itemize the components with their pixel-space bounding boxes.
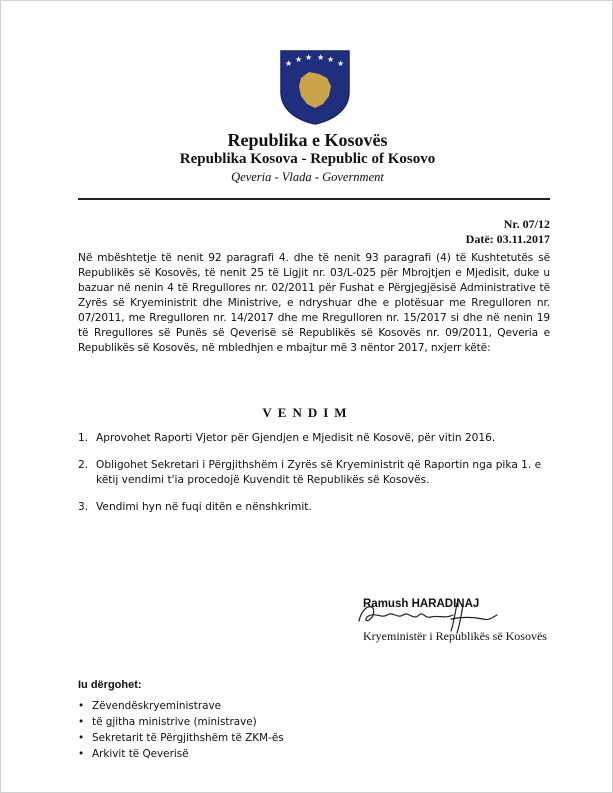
item-number: 3. xyxy=(78,501,89,513)
intro-paragraph: Në mbështetje të nenit 92 paragrafi 4. dhe të nenit 93 paragrafi (4) të Kushtetutës së Republikës së Kosovës, të nenit 25 të Ligjit nr. 03/L-025 për Mbrojtjen e Mjedisit, duke u bazuar në nenin 4 të Rregullores nr. 02/2011 për Fushat e Përgjegjësisë Administrative të Zyrës së Kryeministrit dhe Ministrive, e ndryshuar dhe e plotësuar me Rregulloren nr. 07/2011, me Rregulloren nr. 14/2017 dhe me Rregulloren nr. 15/2017 si dhe në nenin 19 të Rregullores së Punës së Qeverisë së Republikës së Kosovës nr. 09/2011, Qeveria e Republikës së Kosovës, në mbledhjen e mbajtur më 3 nëntor 2017, nxjerr këtë: xyxy=(78,252,550,354)
svg-text:★: ★ xyxy=(295,55,303,64)
government-subtitle: Qeveria - Vlada - Government xyxy=(231,170,384,184)
decision-item xyxy=(78,458,550,488)
svg-text:★: ★ xyxy=(285,59,293,68)
decision-heading: VENDIM xyxy=(262,405,353,420)
republic-title-multilingual: Republika Kosova - Republic of Kosovo xyxy=(179,151,436,167)
item-number: 1. xyxy=(78,432,89,444)
kosovo-coat-of-arms-icon xyxy=(277,48,353,126)
recipients-label: Iu dërgohet: xyxy=(78,679,142,691)
item-number: 2. xyxy=(78,459,89,471)
decision-items xyxy=(78,431,550,527)
list-item: • të gjitha ministrive (ministrave) xyxy=(78,714,284,730)
signatory-title: Kryeministër i Republikës së Kosovës xyxy=(363,629,547,643)
list-item: • Arkivit të Qeverisë xyxy=(78,746,284,762)
item-text: Vendimi hyn në fuqi ditën e nënshkrimit. xyxy=(96,501,312,513)
item-text: Aprovohet Raporti Vjetor për Gjendjen e Mjedisit në Kosovë, për vitin 2016. xyxy=(96,432,496,444)
decision-item xyxy=(78,431,550,446)
list-item: • Zëvendëskryeministrave xyxy=(78,698,284,714)
svg-text:★: ★ xyxy=(337,59,345,68)
svg-text:★: ★ xyxy=(317,53,325,62)
svg-text:★: ★ xyxy=(327,55,335,64)
decision-number: Nr. 07/12 xyxy=(503,217,550,231)
item-text: Obligohet Sekretari i Përgjithshëm i Zyrës së Kryeministrit që Raportin nga pika 1. e këtij vendimi t'ia procedojë Kuvendit të Republikës së Kosovës. xyxy=(96,459,542,486)
signatory-name: Ramush HARADINAJ xyxy=(363,598,480,610)
decision-date: Datë: 03.11.2017 xyxy=(465,232,550,246)
recipients-list xyxy=(78,698,284,762)
decision-item xyxy=(78,500,550,515)
republic-title-albanian: Republika e Kosovës xyxy=(227,130,388,150)
list-item: • Sekretarit të Përgjithshëm të ZKM-ës xyxy=(78,730,284,746)
header-divider xyxy=(78,198,550,200)
svg-text:★: ★ xyxy=(305,53,313,62)
